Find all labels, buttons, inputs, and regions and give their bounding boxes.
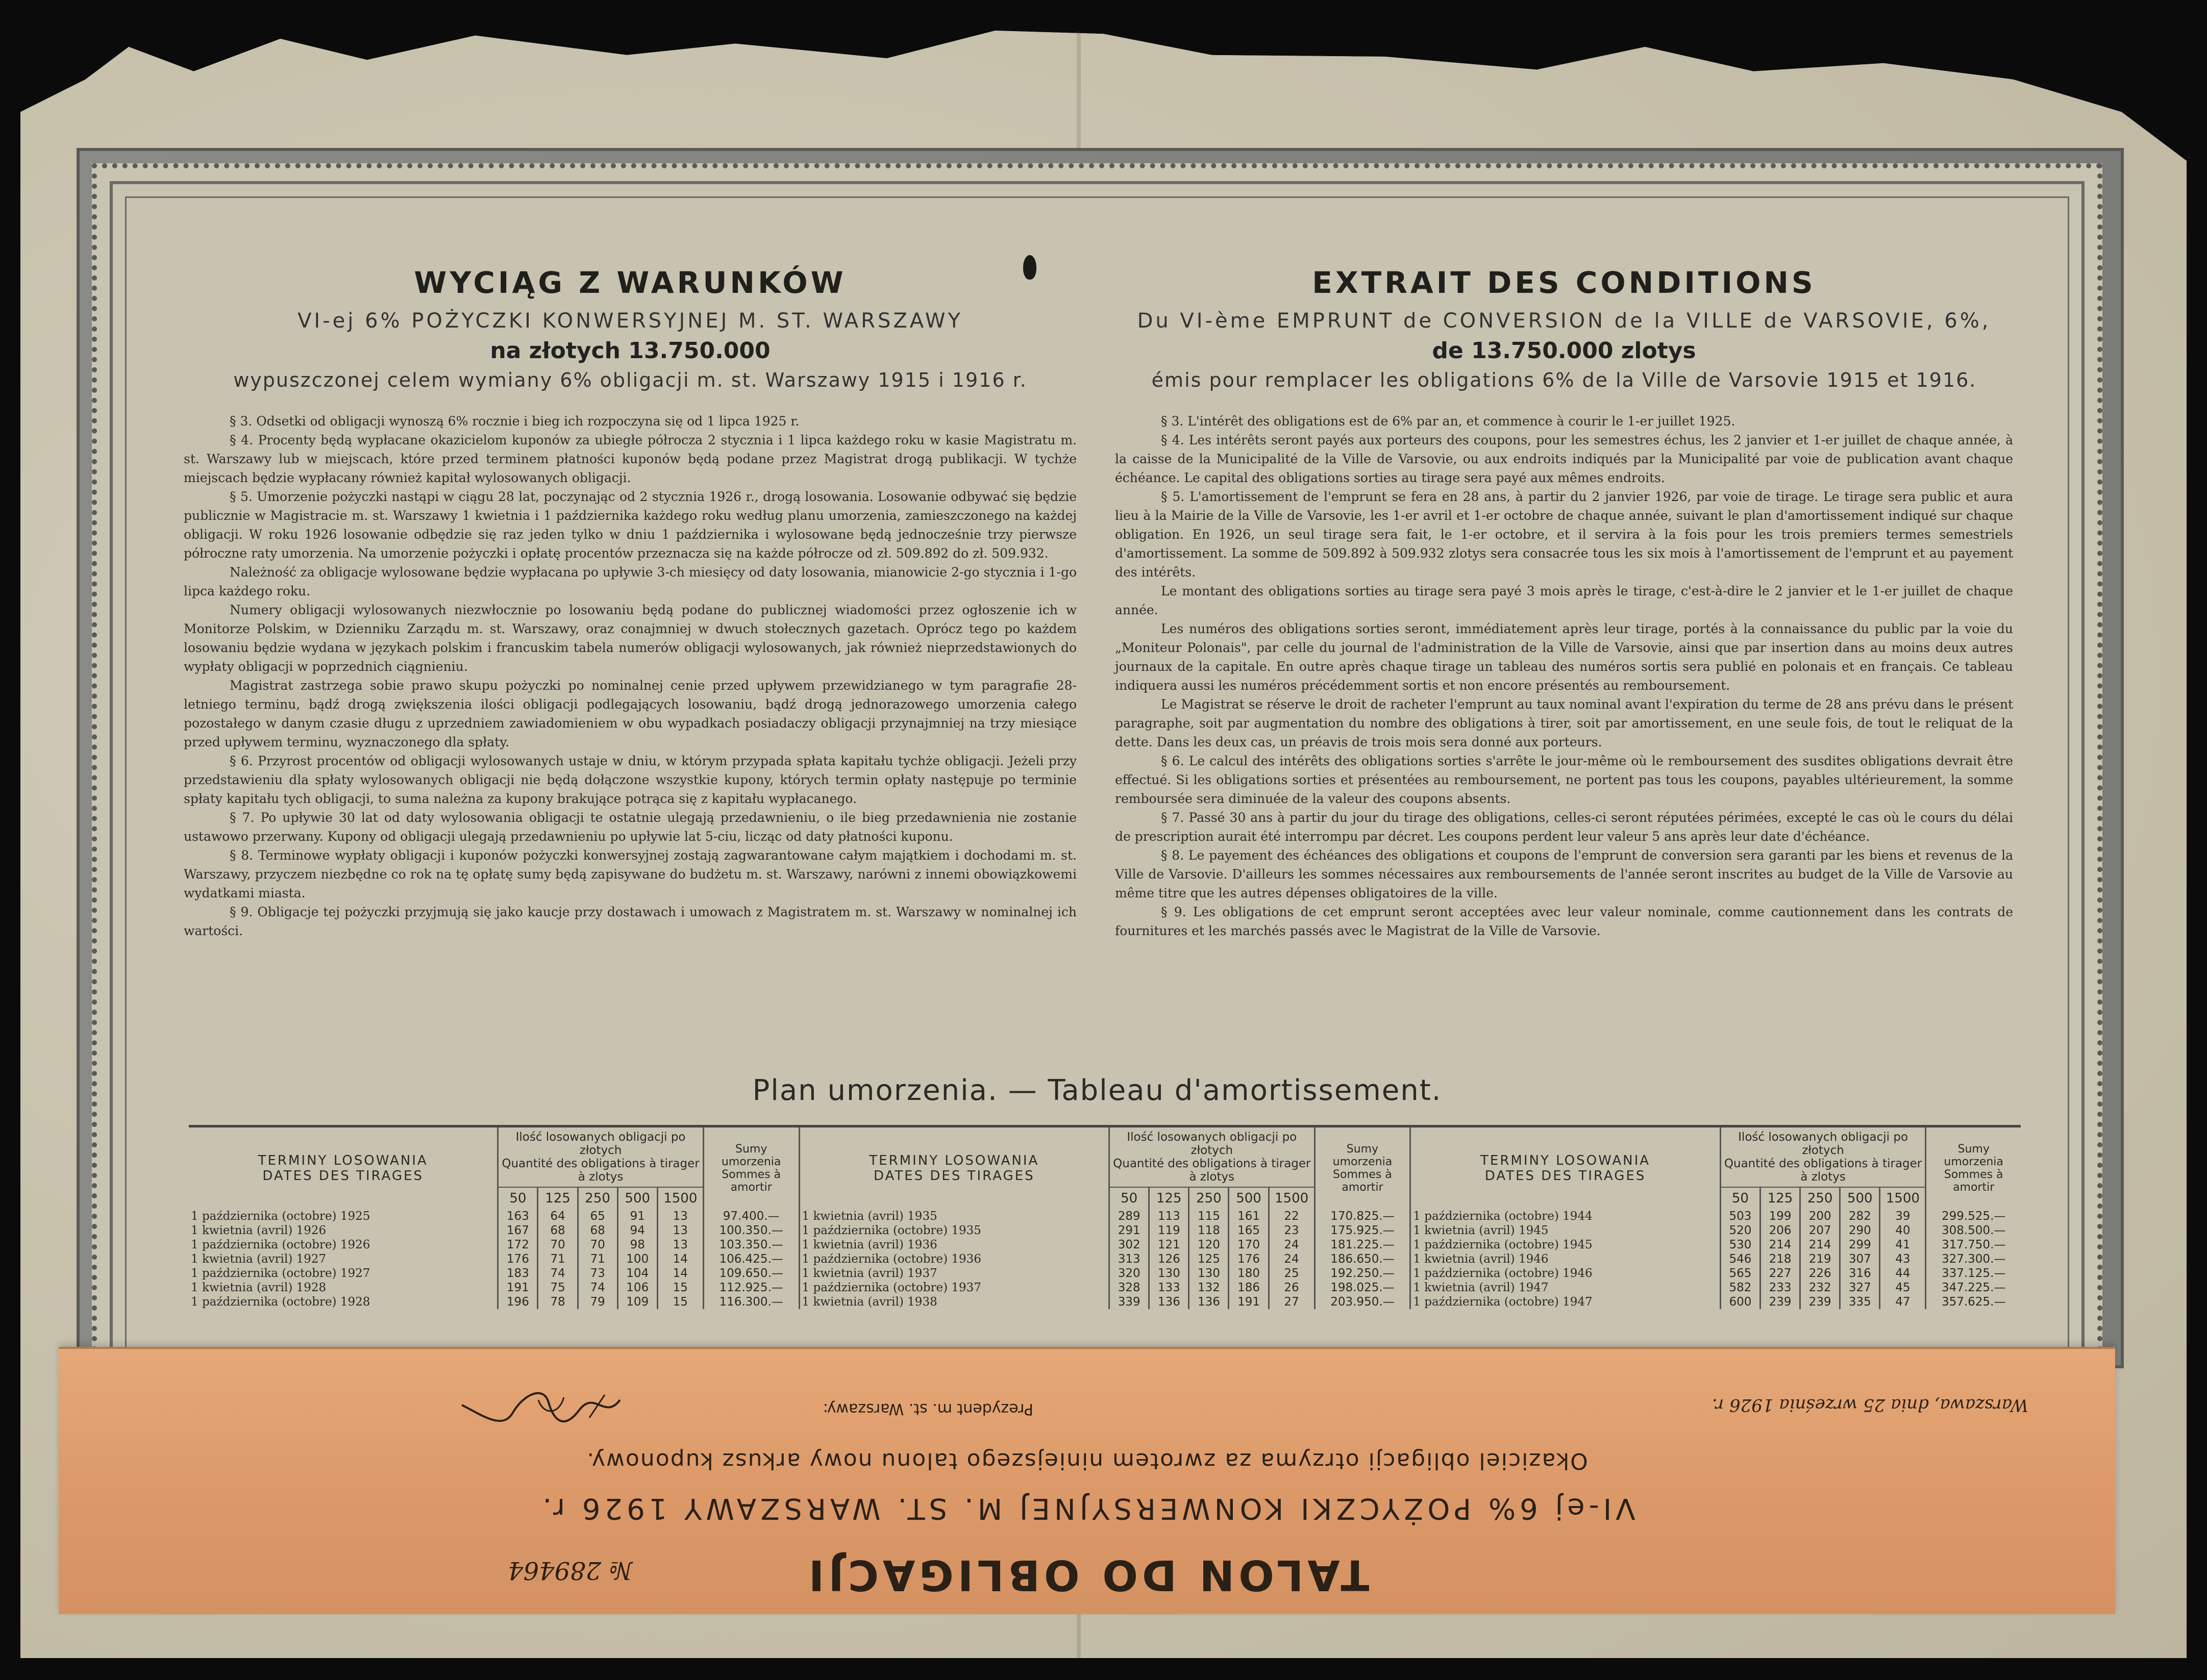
col-header-sum [1315,1126,1410,1210]
polish-paragraph: § 3. Odsetki od obligacji wynoszą 6% rocznie i bieg ich rozpoczyna się od 1 lipca 1925 r. [230,414,800,429]
quantity-cell: 125 [1189,1252,1229,1266]
quantity-cell: 218 [1760,1252,1800,1266]
quantity-cell: 339 [1109,1295,1149,1309]
talon-inverted-content [59,1349,2115,1614]
quantity-cell: 176 [1229,1252,1269,1266]
quantity-cell: 161 [1229,1209,1269,1223]
quantity-cell: 22 [1269,1209,1315,1223]
quantity-cell: 233 [1760,1281,1800,1295]
polish-paragraph: § 7. Po upływie 30 lat od daty wylosowania obligacji te ostatnie ulegają przedawnieniu, o ile bieg przedawnienia nie zostanie ustawowo przerwany. Kupony od obligacji ulegają przedawnieniu po upływie lat 5-ciu, licząc od daty płatności kuponu. [184,810,1077,844]
french-paragraph: § 6. Le calcul des intérêts des obligations sorties s'arrête le jour-même où le remboursement des susdites obligations devrait être effectué. Si les obligations sorties et présentées au remboursement, ne portent pas tous les coupons, payables ultérieurement, la somme remboursée sera diminuée de la valeur des coupons absents. [1115,754,2013,806]
date-cell: 1 października (octobre) 1937 [799,1281,1109,1295]
table-row [189,1281,2021,1295]
quantity-cell: 565 [1720,1266,1760,1281]
quantity-cell: 302 [1109,1238,1149,1252]
sum-cell: 112.925.— [703,1281,799,1295]
quantity-cell: 290 [1840,1223,1880,1238]
quantity-cell: 320 [1109,1266,1149,1281]
col-header-dates [189,1126,498,1210]
quantity-cell: 71 [538,1252,578,1266]
quantity-cell: 227 [1760,1266,1800,1281]
talon-number: № 289464 [508,1556,632,1585]
date-cell: 1 kwietnia (avril) 1946 [1410,1252,1721,1266]
date-cell: 1 kwietnia (avril) 1937 [799,1266,1109,1281]
table-row [189,1295,2021,1309]
date-cell: 1 kwietnia (avril) 1938 [799,1295,1109,1309]
quantity-cell: 214 [1760,1238,1800,1252]
signature-icon [457,1385,625,1431]
date-cell: 1 października (octobre) 1947 [1410,1295,1721,1309]
denomination-header: 50 [498,1187,538,1209]
quantity-cell: 307 [1840,1252,1880,1266]
sum-cell: 337.125.— [1926,1266,2021,1281]
header-qty-fr: Quantité des obligations à tirager à zlotys [502,1157,700,1184]
header-sum: Sumy umorzenia [721,1143,781,1168]
denomination-header: 500 [1840,1187,1880,1209]
date-cell: 1 października (octobre) 1946 [1410,1266,1721,1281]
denomination-header: 500 [1229,1187,1269,1209]
quantity-cell: 600 [1720,1295,1760,1309]
date-cell: 1 kwietnia (avril) 1945 [1410,1223,1721,1238]
quantity-cell: 289 [1109,1209,1149,1223]
col-header-quantity [1109,1126,1315,1188]
sum-cell: 170.825.— [1315,1209,1410,1223]
quantity-cell: 73 [578,1266,617,1281]
date-cell: 1 października (octobre) 1928 [191,1295,370,1309]
sum-cell: 181.225.— [1315,1238,1410,1252]
sum-cell: 175.925.— [1315,1223,1410,1238]
header-terms: TERMINY LOSOWANIA [869,1153,1039,1168]
quantity-cell: 126 [1149,1252,1189,1266]
date-cell: 1 kwietnia (avril) 1926 [191,1224,327,1237]
quantity-cell: 530 [1720,1238,1760,1252]
sum-cell: 327.300.— [1926,1252,2021,1266]
quantity-cell: 44 [1880,1266,1926,1281]
denomination-header: 250 [1800,1187,1840,1209]
date-cell: 1 kwietnia (avril) 1947 [1410,1281,1721,1295]
sum-cell: 299.525.— [1926,1209,2021,1223]
denomination-header: 125 [538,1187,578,1209]
polish-paragraph: § 8. Terminowe wypłaty obligacji i kuponów pożyczki konwersyjnej zostają zagwarantowane całym majątkiem i dochodami m. st. Warszawy, przyczem niezbędne co rok na tę opłatę sumy będą zapisywane do budżetu m. st. Warszawy, narówni z innemi obowiązkowemi wydatkami miasta. [184,848,1077,900]
quantity-cell: 26 [1269,1281,1315,1295]
quantity-cell: 503 [1720,1209,1760,1223]
quantity-cell: 115 [1189,1209,1229,1223]
polish-amount: na złotych 13.750.000 [490,338,771,364]
quantity-cell: 39 [1880,1209,1926,1223]
header-dates: DATES DES TIRAGES [1484,1168,1646,1184]
quantity-cell: 327 [1840,1281,1880,1295]
header-sum: Sumy umorzenia [1332,1143,1393,1168]
table-row [189,1252,2021,1266]
header-terms: TERMINY LOSOWANIA [258,1153,428,1168]
quantity-cell: 13 [657,1223,703,1238]
french-title: EXTRAIT DES CONDITIONS [1312,265,1816,300]
quantity-cell: 40 [1880,1223,1926,1238]
quantity-cell: 206 [1760,1223,1800,1238]
denomination-header: 1500 [657,1187,703,1209]
header-qty: Ilość losowanych obligacji po złotych [1127,1131,1297,1157]
talon-coupon-strip [59,1347,2115,1614]
denomination-header: 500 [617,1187,657,1209]
quantity-cell: 104 [617,1266,657,1281]
french-paragraph: § 4. Les intérêts seront payés aux porteurs des coupons, pour les semestres échus, les 2 janvier et 1-er juillet de chaque année, à la caisse de la Municipalité de la Ville de Varsovie, ou aux endroits indiqués par la Municipalité par voie de publication avant chaque échéance. Le capital des obligations sorties au tirage sera payé aux mêmes endroits. [1115,433,2013,485]
col-header-dates [1410,1126,1721,1210]
polish-paragraph: Numery obligacji wylosowanych niezwłocznie po losowaniu będą podane do publicznej wiadomości przez ogłoszenie ich w Monitorze Polskim, w Dzienniku Zarządu m. st. Warszawy, oraz conajmniej w dwuch stołecznych gazetach. Oprócz tego po każdem losowaniu będzie wydana w językach polskim i francuskim tabela numerów obligacji wylosowanych, jak również nieprzedstawionych do wypłaty obligacji w poprzednich ciągnieniu. [184,603,1077,674]
quantity-cell: 132 [1189,1281,1229,1295]
quantity-cell: 106 [617,1281,657,1295]
french-subtitle: Du VI-ème EMPRUNT de CONVERSION de la VILLE de VARSOVIE, 6%, [1137,309,1991,333]
quantity-cell: 14 [657,1266,703,1281]
col-header-sum [703,1126,799,1210]
quantity-cell: 98 [617,1238,657,1252]
quantity-cell: 167 [498,1223,538,1238]
polish-paragraph: Magistrat zastrzega sobie prawo skupu pożyczki po nominalnej cenie przed upływem przewidzianego w tym paragrafie 28-letniego terminu, bądź drogą zwiększenia ilości obligacji podlegających losowaniu, bądź drogą jednorazowego umorzenia całego pozostałego w danym czasie długu z uprzedniem zawiadomieniem w obu wypadkach posiadaczy obligacji przynajmniej na trzy miesiące przed upływem terminu, wyznaczonego dla spłaty. [184,678,1077,749]
quantity-cell: 27 [1269,1295,1315,1309]
quantity-cell: 94 [617,1223,657,1238]
quantity-cell: 130 [1189,1266,1229,1281]
date-cell: 1 października (octobre) 1944 [1410,1209,1721,1223]
denomination-header: 50 [1109,1187,1149,1209]
denomination-header: 250 [1189,1187,1229,1209]
header-qty: Ilość losowanych obligacji po złotych [1738,1131,1908,1157]
date-cell: 1 października (octobre) 1925 [191,1210,370,1223]
quantity-cell: 15 [657,1295,703,1309]
polish-paragraph: Należność za obligacje wylosowane będzie wypłacana po upływie 3-ch miesięcy od daty losowania, mianowicie 2-go stycznia i 1-go lipca każdego roku. [184,565,1077,598]
french-paragraph: § 7. Passé 30 ans à partir du jour du tirage des obligations, celles-ci seront réputées périmées, excepté le cas où le cours du délai de prescription aurait été interrompu par décret. Les coupons perdent leur valeur 5 ans après leur date d'échéance. [1115,810,2013,844]
quantity-cell: 226 [1800,1266,1840,1281]
quantity-cell: 186 [1229,1281,1269,1295]
sum-cell: 198.025.— [1315,1281,1410,1295]
french-purpose: émis pour remplacer les obligations 6% de la Ville de Varsovie 1915 et 1916. [1151,369,1977,391]
polish-subtitle: VI-ej 6% POŻYCZKI KONWERSYJNEJ M. ST. WARSZAWY [297,309,963,333]
date-cell: 1 października (octobre) 1927 [191,1267,370,1280]
date-cell: 1 października (octobre) 1926 [191,1238,370,1251]
quantity-cell: 219 [1800,1252,1840,1266]
date-cell: 1 października (octobre) 1935 [799,1223,1109,1238]
french-paragraph: § 9. Les obligations de cet emprunt seront acceptées avec leur valeur nominale, comme cautionnement dans les contrats de fournitures et les marchés passés avec le Magistrat de la Ville de Varsovie. [1115,905,2013,938]
quantity-cell: 14 [657,1252,703,1266]
table-row [189,1223,2021,1238]
date-cell: 1 kwietnia (avril) 1935 [799,1209,1109,1223]
french-conditions [1115,265,2013,940]
quantity-cell: 199 [1760,1209,1800,1223]
quantity-cell: 299 [1840,1238,1880,1252]
quantity-cell: 100 [617,1252,657,1266]
french-paragraph: Les numéros des obligations sorties seront, immédiatement après leur tirage, portés à la connaissance du public par la voie du „Moniteur Polonais", par celle du journal de l'administration de la Ville de Varsovie, ainsi que par insertion dans au moins deux autres journaux de la capitale. En outre après chaque tirage un tableau des numéros sortis sera publié en polonais et en français. Ce tableau indiquera aussi les numéros précédemment sortis et non encore présentés au remboursement. [1115,621,2013,693]
quantity-cell: 118 [1189,1223,1229,1238]
sum-cell: 308.500.— [1926,1223,2021,1238]
french-paragraph: § 5. L'amortissement de l'emprunt se fera en 28 ans, à partir du 2 janvier 1926, par voie de tirage. Le tirage sera public et aura lieu à la Mairie de la Ville de Varsovie, les 1-er avril et 1-er octobre de chaque année, suivant le plan d'amortissement indiqué sur chaque obligation. En 1926, un seul tirage sera fait, le 1-er octobre, et il servira à la fois pour les trois premiers termes semestriels d'amortissement. La somme de 509.892 à 509.932 zlotys sera consacrée tous les six mois à l'amortissement de l'emprunt et au payement des intérêts. [1115,489,2013,580]
quantity-cell: 546 [1720,1252,1760,1266]
date-cell: 1 kwietnia (avril) 1936 [799,1238,1109,1252]
amortization-body [189,1209,2021,1309]
polish-paragraph: § 6. Przyrost procentów od obligacji wylosowanych ustaje w dniu, w którym przypada spłata kapitału tychże obligacji. Jeżeli przy przedstawieniu dla spłaty wylosowanych obligacji nie będą dołączone wszystkie kupony, których termin opłaty następuje po terminie spłaty kapitału tych obligacji, to suma należna za kupony brakujące potrąca się z kapitału wypłacanego. [184,754,1077,806]
quantity-cell: 520 [1720,1223,1760,1238]
date-cell: 1 kwietnia (avril) 1927 [191,1252,327,1266]
quantity-cell: 13 [657,1238,703,1252]
quantity-cell: 239 [1760,1295,1800,1309]
quantity-cell: 214 [1800,1238,1840,1252]
sum-cell: 103.350.— [703,1238,799,1252]
header-dates: DATES DES TIRAGES [262,1168,424,1184]
quantity-cell: 45 [1880,1281,1926,1295]
quantity-cell: 207 [1800,1223,1840,1238]
quantity-cell: 24 [1269,1238,1315,1252]
talon-note: Okaziciel obligacji otrzyma za zwrotem niniejszego talonu nowy arkusz kuponowy. [586,1448,1588,1474]
polish-title: WYCIĄG Z WARUNKÓW [414,265,847,300]
table-row [189,1238,2021,1252]
quantity-cell: 180 [1229,1266,1269,1281]
sum-cell: 203.950.— [1315,1295,1410,1309]
talon-date: Warszawa, dnia 25 września 1926 r. [1712,1395,2028,1415]
polish-purpose: wypuszczonej celem wymiany 6% obligacji m. st. Warszawy 1915 i 1916 r. [233,369,1027,391]
quantity-cell: 165 [1229,1223,1269,1238]
quantity-cell: 23 [1269,1223,1315,1238]
french-paragraph: Le montant des obligations sorties au tirage sera payé 3 mois après le tirage, c'est-à-dire le 2 janvier et le 1-er juillet de chaque année. [1115,584,2013,617]
french-paragraph: § 3. L'intérêt des obligations est de 6% par an, et commence à courir le 1-er juillet 1925. [1161,414,1735,429]
quantity-cell: 43 [1880,1252,1926,1266]
quantity-cell: 196 [498,1295,538,1309]
quantity-cell: 24 [1269,1252,1315,1266]
header-qty-fr: Quantité des obligations à tirager à zlotys [1724,1157,1922,1184]
quantity-cell: 109 [617,1295,657,1309]
col-header-quantity [498,1126,703,1188]
denomination-header: 125 [1149,1187,1189,1209]
sum-cell: 97.400.— [703,1209,799,1223]
quantity-cell: 232 [1800,1281,1840,1295]
quantity-cell: 133 [1149,1281,1189,1295]
sum-cell: 357.625.— [1926,1295,2021,1309]
quantity-cell: 163 [498,1209,538,1223]
quantity-cell: 70 [578,1238,617,1252]
date-cell: 1 kwietnia (avril) 1928 [191,1281,327,1294]
col-header-sum [1926,1126,2021,1210]
header-sum-fr: Sommes à amortir [1944,1168,2003,1194]
quantity-cell: 64 [538,1209,578,1223]
quantity-cell: 74 [538,1266,578,1281]
sum-cell: 109.650.— [703,1266,799,1281]
date-cell: 1 października (octobre) 1945 [1410,1238,1721,1252]
quantity-cell: 316 [1840,1266,1880,1281]
talon-title: TALON DO OBLIGACJI [804,1550,1370,1599]
header-sum-fr: Sommes à amortir [722,1168,781,1194]
header-dates: DATES DES TIRAGES [874,1168,1035,1184]
quantity-cell: 291 [1109,1223,1149,1238]
polish-paragraph: § 9. Obligacje tej pożyczki przyjmują się jako kaucje przy dostawach i umowach z Magistratem m. st. Warszawy w nominalnej ich wartości. [184,905,1077,938]
quantity-cell: 41 [1880,1238,1926,1252]
french-paragraph: § 8. Le payement des échéances des obligations et coupons de l'emprunt de conversion sera garanti par les biens et revenus de la Ville de Varsovie. D'ailleurs les sommes nécessaires aux remboursements de l'année seront inscrites au budget de la Ville de Varsovie au même titre que les autres dépenses obligatoires de la ville. [1115,848,2013,900]
col-header-dates [799,1126,1109,1210]
quantity-cell: 65 [578,1209,617,1223]
quantity-cell: 200 [1800,1209,1840,1223]
quantity-cell: 25 [1269,1266,1315,1281]
quantity-cell: 313 [1109,1252,1149,1266]
table-row [189,1209,2021,1223]
quantity-cell: 15 [657,1281,703,1295]
quantity-cell: 70 [538,1238,578,1252]
denomination-header: 50 [1720,1187,1760,1209]
denomination-header: 125 [1760,1187,1800,1209]
french-paragraph: Le Magistrat se réserve le droit de racheter l'emprunt au taux nominal avant l'expiration du terme de 28 ans prévu dans le présent paragraphe, soit par augmentation du nombre des obligations à tirer, soit par amortissement, en une seule fois, de tout le reliquat de la dette. Dans les deux cas, un préavis de trois mois sera donné aux porteurs. [1115,697,2013,749]
quantity-cell: 130 [1149,1266,1189,1281]
denomination-header: 1500 [1269,1187,1315,1209]
quantity-cell: 183 [498,1266,538,1281]
quantity-cell: 13 [657,1209,703,1223]
quantity-cell: 113 [1149,1209,1189,1223]
header-terms: TERMINY LOSOWANIA [1480,1153,1651,1168]
quantity-cell: 582 [1720,1281,1760,1295]
table-row [189,1266,2021,1281]
sum-cell: 100.350.— [703,1223,799,1238]
quantity-cell: 239 [1800,1295,1840,1309]
quantity-cell: 335 [1840,1295,1880,1309]
quantity-cell: 191 [1229,1295,1269,1309]
amortization-table [189,1125,2021,1309]
sum-cell: 192.250.— [1315,1266,1410,1281]
quantity-cell: 71 [578,1252,617,1266]
quantity-cell: 78 [538,1295,578,1309]
quantity-cell: 68 [538,1223,578,1238]
header-sum: Sumy umorzenia [1944,1143,2003,1168]
french-amount: de 13.750.000 zlotys [1432,338,1696,364]
header-sum-fr: Sommes à amortir [1333,1168,1392,1194]
talon-subtitle: VI-ej 6% POŻYCZKI KONWERSYJNEJ M. ST. WARSZAWY 1926 r. [538,1492,1635,1525]
sum-cell: 347.225.— [1926,1281,2021,1295]
quantity-cell: 136 [1149,1295,1189,1309]
amortization-title: Plan umorzenia. — Tableau d'amortissement. [752,1074,1442,1107]
quantity-cell: 191 [498,1281,538,1295]
quantity-cell: 121 [1149,1238,1189,1252]
quantity-cell: 172 [498,1238,538,1252]
polish-paragraph: § 4. Procenty będą wypłacane okazicielom kuponów za ubiegłe półrocza 2 stycznia i 1 lipca każdego roku w kasie Magistratu m. st. Warszawy lub w miejscach, które przed terminem płatności kuponów będą podane przez Magistrat drogą publikacji. W tychże miejscach będzie wypłacany również kapitał wylosowanych obligacji. [184,433,1077,485]
polish-conditions [184,265,1077,940]
quantity-cell: 119 [1149,1223,1189,1238]
quantity-cell: 120 [1189,1238,1229,1252]
sum-cell: 116.300.— [703,1295,799,1309]
quantity-cell: 74 [578,1281,617,1295]
quantity-cell: 136 [1189,1295,1229,1309]
quantity-cell: 68 [578,1223,617,1238]
header-qty: Ilość losowanych obligacji po złotych [515,1131,686,1157]
quantity-cell: 91 [617,1209,657,1223]
denomination-header: 250 [578,1187,617,1209]
sum-cell: 106.425.— [703,1252,799,1266]
quantity-cell: 170 [1229,1238,1269,1252]
col-header-quantity [1720,1126,1925,1188]
date-cell: 1 października (octobre) 1936 [799,1252,1109,1266]
quantity-cell: 75 [538,1281,578,1295]
quantity-cell: 79 [578,1295,617,1309]
polish-paragraph: § 5. Umorzenie pożyczki nastąpi w ciągu 28 lat, poczynając od 2 stycznia 1926 r., drogą losowania. Losowanie odbywać się będzie publicznie w Magistracie m. st. Warszawy 1 kwietnia i 1 października każdego roku według planu umorzenia, zamieszczonego na każdej obligacji. W roku 1926 losowanie odbędzie się raz jeden tylko w dniu 1 października i wylosowane będą jednocześnie trzy pierwsze półroczne raty umorzenia. Na umorzenie pożyczki i opłatę procentów przeznacza się na każde półrocze od zł. 509.892 do zł. 509.932. [184,489,1077,561]
header-qty-fr: Quantité des obligations à tirager à zlotys [1113,1157,1311,1184]
quantity-cell: 282 [1840,1209,1880,1223]
sum-cell: 317.750.— [1926,1238,2021,1252]
denomination-header: 1500 [1880,1187,1926,1209]
quantity-cell: 176 [498,1252,538,1266]
quantity-cell: 328 [1109,1281,1149,1295]
sum-cell: 186.650.— [1315,1252,1410,1266]
quantity-cell: 47 [1880,1295,1926,1309]
talon-president-label: Prezydent m. st. Warszawy: [823,1400,1033,1418]
